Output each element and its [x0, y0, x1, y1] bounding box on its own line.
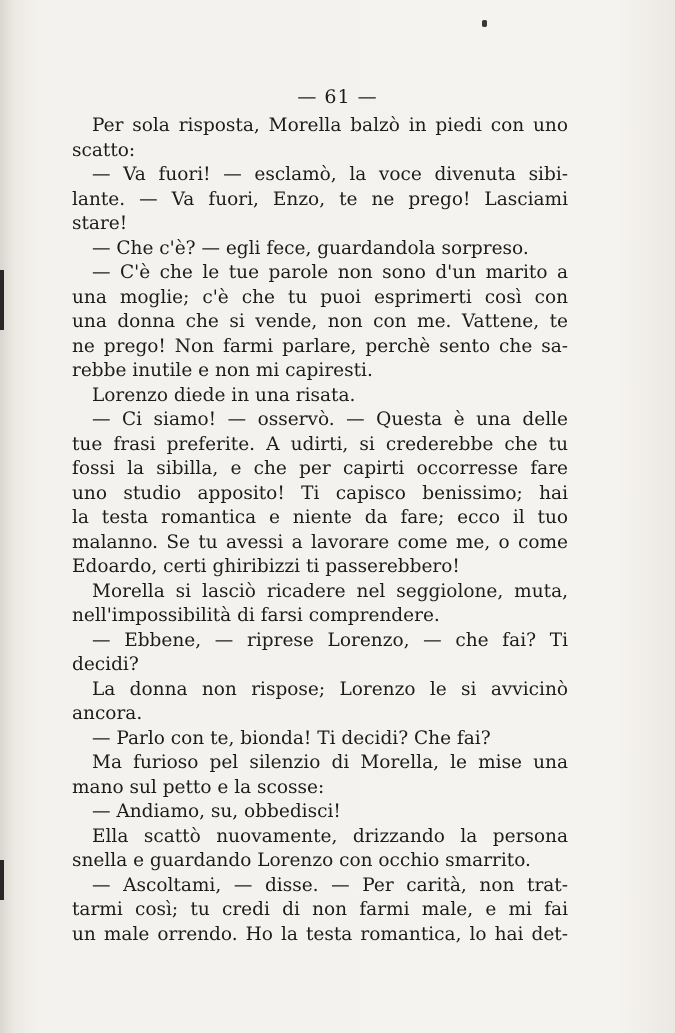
text-line: — Va fuori! — esclamò, la voce divenuta sibi- — [92, 164, 568, 185]
text-line: un male orrendo. Ho la testa romantica, lo hai det- — [72, 923, 568, 945]
text-line: Ma furioso pel silenzio di Morella, le mise una — [92, 752, 568, 773]
text-line: lante. — Va fuori, Enzo, te ne prego! Lasciami — [72, 188, 568, 210]
text-line: ne prego! Non farmi parlare, perchè sento che sa- — [72, 335, 568, 357]
text-line: tue frasi preferite. A udirti, si crederebbe che tu — [72, 433, 568, 455]
text-line: Per sola risposta, Morella balzò in piedi con uno — [92, 115, 568, 136]
text-line: decidi? — [72, 654, 139, 675]
text-line: — Che c'è? — egli fece, guardandola sorpreso. — [92, 237, 529, 259]
binding-shadow — [0, 860, 4, 900]
text-line: nell'impossibilità di farsi comprendere. — [72, 605, 440, 626]
text-line: Edoardo, certi ghiribizzi ti passerebbero! — [72, 556, 460, 577]
text-line: rebbe inutile e non mi capiresti. — [72, 360, 373, 381]
text-line: malanno. Se tu avessi a lavorare come me, o come — [72, 531, 568, 553]
text-line: — Parlo con te, bionda! Ti decidi? Che fai? — [92, 727, 491, 749]
binding-shadow — [0, 270, 4, 330]
text-line: tarmi così; tu credi di non farmi male, e mi fai — [72, 899, 568, 920]
ink-spot — [482, 20, 487, 27]
text-line: Lorenzo diede in una risata. — [92, 384, 356, 406]
text-line: — Ebbene, — riprese Lorenzo, — che fai? Ti — [92, 629, 568, 651]
text-line: mano sul petto e la scosse: — [72, 776, 325, 798]
text-line: scatto: — [72, 139, 136, 161]
text-line: uno studio apposito! Ti capisco benissimo; hai — [72, 482, 568, 504]
text-line: Morella si lasciò ricadere nel seggiolone, muta, — [92, 580, 568, 602]
text-line: fossi la sibilla, e che per capirti occorresse fare — [72, 458, 568, 479]
text-line: La donna non rispose; Lorenzo le si avvicinò — [92, 678, 568, 700]
text-line: stare! — [72, 213, 128, 234]
text-line: ancora. — [72, 703, 143, 724]
page-number: — 61 — — [297, 86, 378, 108]
text-line: una donna che si vende, non con me. Vattene, te — [72, 311, 568, 332]
text-line: — Ascoltami, — disse. — Per carità, non trat- — [92, 874, 568, 896]
text-line: — Ci siamo! — osservò. — Questa è una delle — [92, 409, 568, 430]
text-line: una moglie; c'è che tu puoi esprimerti così con — [72, 286, 568, 308]
body-text — [72, 114, 568, 947]
text-line: la testa romantica e niente da fare; ecco il tuo — [72, 507, 568, 528]
text-line: snella e guardando Lorenzo con occhio smarrito. — [72, 850, 531, 871]
text-line: — C'è che le tue parole non sono d'un marito a — [92, 262, 568, 283]
text-line: — Andiamo, su, obbedisci! — [92, 801, 341, 822]
text-line: Ella scattò nuovamente, drizzando la persona — [92, 825, 568, 847]
